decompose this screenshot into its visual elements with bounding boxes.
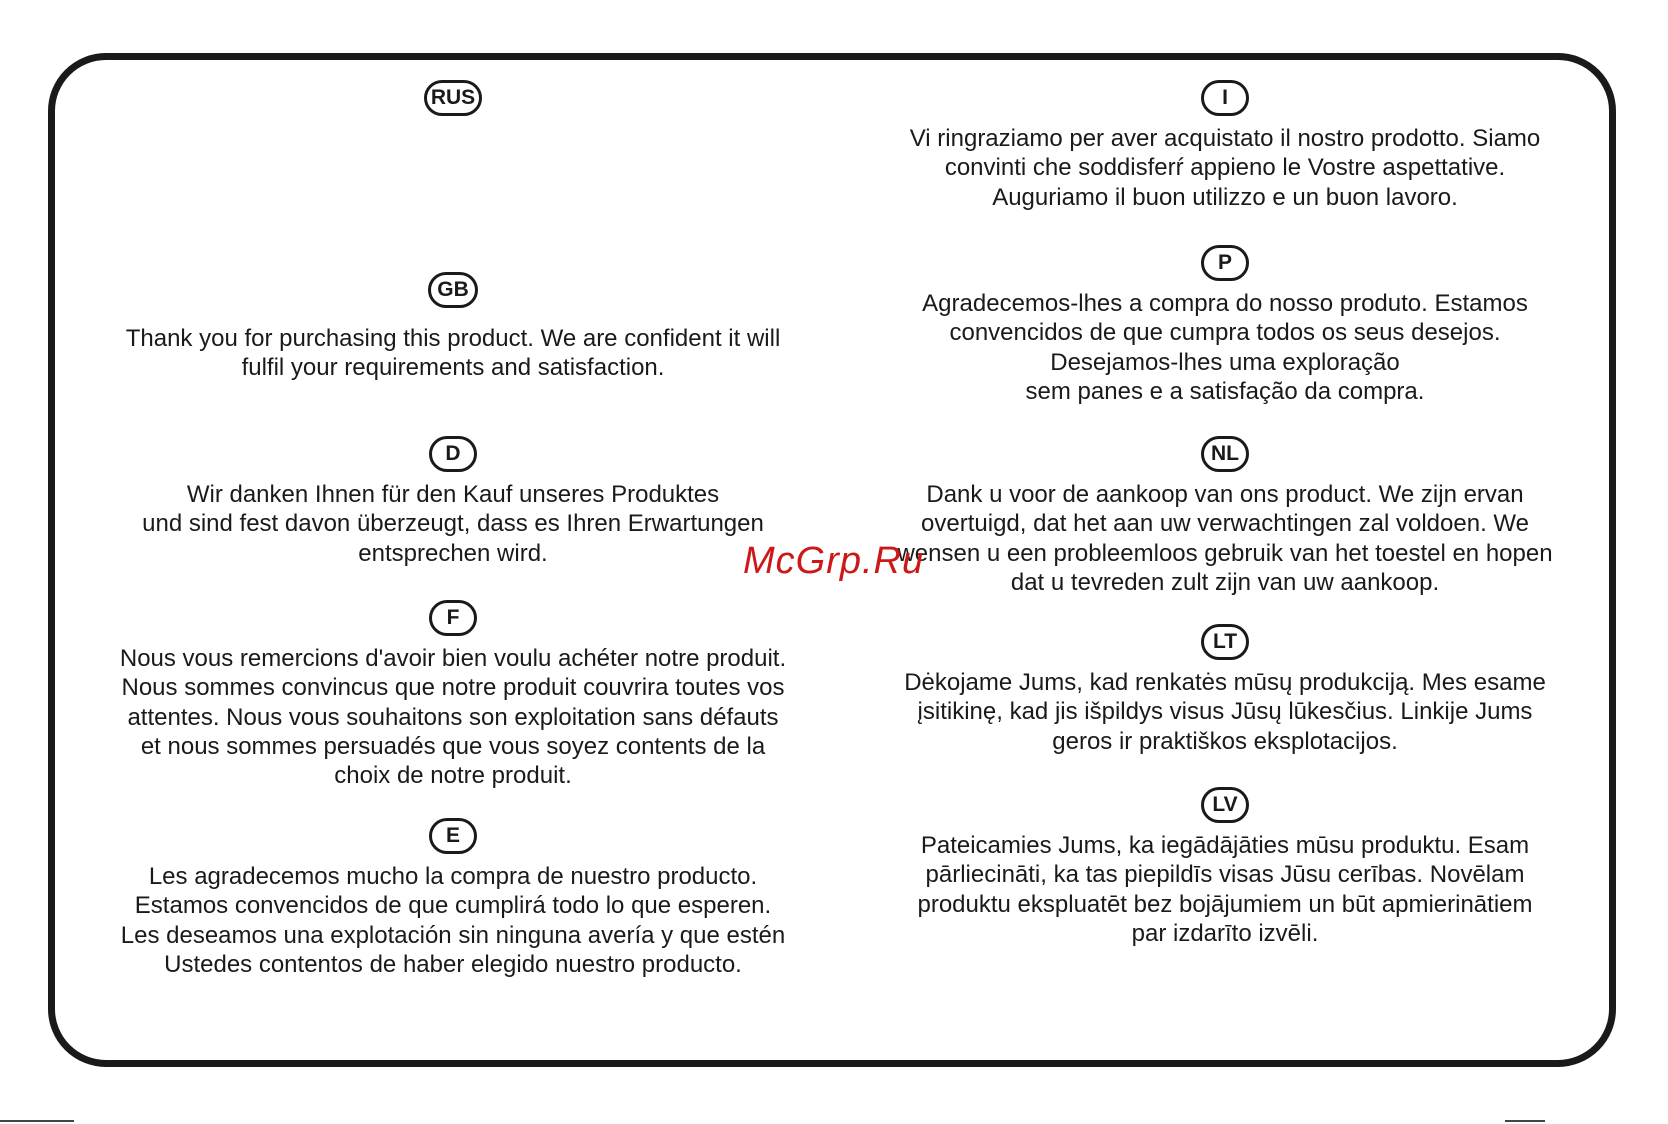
language-badge-lv: LV [1201,787,1249,823]
section-lt [830,624,1620,756]
section-text-d: Wir danken Ihnen für den Kauf unseres Produktes und sind fest davon überzeugt, dass es Ihren Erwartungen entsprechen wird. [142,481,764,567]
section-i [830,80,1620,212]
section-text-e: Les agradecemos mucho la compra de nuestro producto. Estamos convencidos de que cumplirá todo lo que esperen. Les deseamos una explotación sin ninguna avería y que estén Ustedes contentos de haber elegido nuestro producto. [120,863,786,978]
language-badge-nl: NL [1201,436,1249,472]
section-lv [830,787,1620,948]
section-nl [830,436,1620,597]
watermark: McGrp.Ru [743,540,925,582]
footer-rule-right [1505,1120,1545,1122]
language-badge-gb: GB [428,272,478,308]
language-badge-d: D [429,436,477,472]
section-e [58,818,848,979]
footer-rule-left [0,1120,74,1122]
section-text-gb: Thank you for purchasing this product. We are confident it will fulfil your requirements and satisfaction. [125,325,781,382]
section-text-i: Vi ringraziamo per aver acquistato il nostro prodotto. Siamo convinti che soddisferŕ appieno le Vostre aspettative. Auguriamo il buon utilizzo e un buon lavoro. [909,125,1541,211]
language-badge-p: P [1201,245,1249,281]
section-text-p: Agradecemos-lhes a compra do nosso produto. Estamos convencidos de que cumpra todos os seus desejos. Desejamos-lhes uma exploração sem panes e a satisfação da compra. [922,290,1528,405]
language-badge-i: I [1201,80,1249,116]
section-text-nl: Dank u voor de aankoop van ons product. We zijn ervan overtuigd, dat het aan uw verwachtingen zal voldoen. We wensen u een probleemloos gebruik van het toestel en hopen dat u tevreden zult zijn van uw aankoop. [897,481,1553,596]
language-badge-lt: LT [1201,624,1249,660]
section-gb [58,272,848,383]
language-badge-rus: RUS [424,80,482,116]
section-d [58,436,848,568]
section-text-lt: Dėkojame Jums, kad renkatės mūsų produkciją. Mes esame įsitikinę, kad jis išpildys visus Jūsų lūkesčius. Linkije Jums geros ir praktiškos eksplotacijos. [904,669,1546,755]
section-text-f: Nous vous remercions d'avoir bien voulu achéter notre produit. Nous sommes convincus que notre produit couvrira toutes vos attentes. Nous vous souhaitons son exploitation sans défauts et nous sommes persuadés que vous soyez contents de la choix de notre produit. [119,645,787,790]
language-badge-e: E [429,818,477,854]
section-rus [58,80,848,124]
section-text-lv: Pateicamies Jums, ka iegādājāties mūsu produktu. Esam pārliecināti, ka tas piepildīs visas Jūsu cerības. Novēlam produktu ekspluatēt bez bojājumiem un būt apmierinātiem par izdarīto izvēli. [917,832,1533,947]
language-badge-f: F [429,600,477,636]
section-f [58,600,848,790]
section-p [830,245,1620,406]
